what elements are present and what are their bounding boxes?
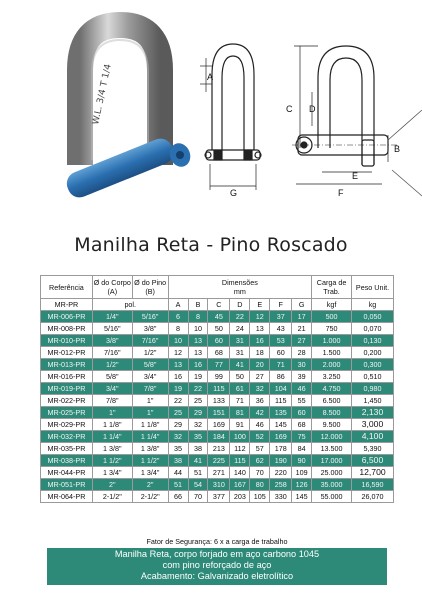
dimension-cell: 104	[270, 383, 292, 395]
table-row	[41, 359, 394, 371]
dimension-cell: 112	[230, 443, 250, 455]
load-cell: 1.000	[312, 335, 352, 347]
weight-cell: 26,070	[352, 491, 394, 503]
dimension-cell: 46	[292, 383, 312, 395]
dimension-cell: 28	[292, 347, 312, 359]
weight-cell: 4,100	[352, 431, 394, 443]
safety-factor-note: Fator de Segurança: 6 x a carga de trabalho	[146, 537, 288, 546]
load-cell: 3.250	[312, 371, 352, 383]
body-diameter-cell: 1 1/2"	[92, 455, 132, 467]
dimension-cell: 115	[230, 455, 250, 467]
ref-cell: MR-019-PR	[41, 383, 93, 395]
table-row	[41, 395, 394, 407]
dimension-cell: 310	[208, 479, 230, 491]
ref-cell: MR-025-PR	[41, 407, 93, 419]
dimension-cell: 271	[208, 467, 230, 479]
weight-cell: 6,500	[352, 455, 394, 467]
body-diameter-cell: 5/16"	[92, 323, 132, 335]
subheader-letter: G	[292, 299, 312, 311]
pin-diameter-cell: 1/2"	[132, 347, 168, 359]
dim-label-f: F	[338, 188, 344, 198]
dimension-cell: 220	[270, 467, 292, 479]
body-diameter-cell: 1/4"	[92, 311, 132, 323]
product-drawings	[0, 0, 422, 232]
dimension-cell: 80	[250, 479, 270, 491]
subheader-ref: MR-PR	[41, 299, 93, 311]
ref-cell: MR-008-PR	[41, 323, 93, 335]
dimension-cell: 71	[270, 359, 292, 371]
dimension-cell: 133	[208, 395, 230, 407]
footer-line-3: Acabamento: Galvanizado eletrolítico	[140, 571, 294, 581]
pin-diameter-cell: 5/16"	[132, 311, 168, 323]
dimension-cell: 12	[250, 311, 270, 323]
dimension-cell: 70	[250, 467, 270, 479]
pin-diameter-cell: 1 1/8"	[132, 419, 168, 431]
weight-cell: 0,510	[352, 371, 394, 383]
pin-diameter-cell: 3/8"	[132, 323, 168, 335]
front-view-drawing	[200, 44, 261, 190]
weight-cell: 16,590	[352, 479, 394, 491]
pin-diameter-cell: 5/8"	[132, 359, 168, 371]
dimension-cell: 55	[292, 395, 312, 407]
ref-cell: MR-044-PR	[41, 467, 93, 479]
dimension-cell: 213	[208, 443, 230, 455]
ref-cell: MR-032-PR	[41, 431, 93, 443]
pin-diameter-cell: 7/16"	[132, 335, 168, 347]
dimension-cell: 20	[250, 359, 270, 371]
table-row	[41, 335, 394, 347]
dimension-cell: 35	[188, 431, 208, 443]
ref-cell: MR-038-PR	[41, 455, 93, 467]
body-diameter-cell: 7/16"	[92, 347, 132, 359]
pin-diameter-cell: 7/8"	[132, 383, 168, 395]
dimension-cell: 57	[250, 443, 270, 455]
body-diameter-cell: 1/2"	[92, 359, 132, 371]
dimension-cell: 54	[188, 479, 208, 491]
body-diameter-cell: 1 1/4"	[92, 431, 132, 443]
ref-cell: MR-029-PR	[41, 419, 93, 431]
dimension-cell: 42	[250, 407, 270, 419]
dimension-cell: 53	[270, 335, 292, 347]
dimension-cell: 377	[208, 491, 230, 503]
dimension-cell: 51	[188, 467, 208, 479]
dimension-cell: 145	[292, 491, 312, 503]
dimension-cell: 29	[188, 407, 208, 419]
dimension-cell: 16	[188, 359, 208, 371]
dimension-cell: 50	[230, 371, 250, 383]
col-header-load: Carga de Trab.	[312, 276, 352, 299]
dim-label-e: E	[352, 171, 359, 181]
pin-diameter-cell: 1"	[132, 407, 168, 419]
dimension-cell: 45	[208, 311, 230, 323]
dimension-cell: 109	[292, 467, 312, 479]
dimension-cell: 75	[292, 431, 312, 443]
dimension-cell: 60	[270, 347, 292, 359]
pin-diameter-cell: 2-1/2"	[132, 491, 168, 503]
load-cell: 6.500	[312, 395, 352, 407]
dimension-cell: 60	[292, 407, 312, 419]
dimension-cell: 8	[168, 323, 188, 335]
dimension-cell: 52	[250, 431, 270, 443]
dimension-cell: 13	[188, 335, 208, 347]
table-row	[41, 383, 394, 395]
load-cell: 25.000	[312, 467, 352, 479]
pin-diameter-cell: 1 3/4"	[132, 467, 168, 479]
dimension-cell: 86	[270, 371, 292, 383]
dimension-cell: 17	[292, 311, 312, 323]
table-row	[41, 311, 394, 323]
dimension-cell: 140	[230, 467, 250, 479]
footer-line-1: Manilha Reta, corpo forjado em aço carbono 1045	[114, 549, 320, 559]
pin-diameter-cell: 3/4"	[132, 371, 168, 383]
ref-cell: MR-012-PR	[41, 347, 93, 359]
col-header-weight: Peso Unit.	[352, 276, 394, 299]
dimension-cell: 18	[250, 347, 270, 359]
dimension-cell: 50	[208, 323, 230, 335]
dimension-cell: 21	[292, 323, 312, 335]
side-view-drawing	[292, 46, 401, 184]
dimension-cell: 31	[230, 335, 250, 347]
dimension-cell: 225	[208, 455, 230, 467]
dimension-cell: 19	[168, 383, 188, 395]
load-cell: 750	[312, 323, 352, 335]
weight-cell: 0,050	[352, 311, 394, 323]
ref-cell: MR-022-PR	[41, 395, 93, 407]
weight-cell: 12,700	[352, 467, 394, 479]
load-cell: 55.000	[312, 491, 352, 503]
body-diameter-cell: 1 1/8"	[92, 419, 132, 431]
load-cell: 13.500	[312, 443, 352, 455]
dimension-cell: 32	[250, 383, 270, 395]
dimension-cell: 99	[208, 371, 230, 383]
dimension-cell: 91	[230, 419, 250, 431]
load-cell: 2.000	[312, 359, 352, 371]
dimension-cell: 16	[168, 371, 188, 383]
pin-diameter-cell: 1 3/8"	[132, 443, 168, 455]
dimension-cell: 51	[168, 479, 188, 491]
body-diameter-cell: 2-1/2"	[92, 491, 132, 503]
dimension-cell: 29	[168, 419, 188, 431]
body-diameter-cell: 3/4"	[92, 383, 132, 395]
dimension-cell: 167	[230, 479, 250, 491]
body-diameter-cell: 1 3/4"	[92, 467, 132, 479]
footer-line-2: com pino reforçado de aço	[162, 560, 272, 570]
dimension-cell: 44	[168, 467, 188, 479]
weight-cell: 0,070	[352, 323, 394, 335]
dimension-cell: 13	[188, 347, 208, 359]
dimension-cell: 19	[188, 371, 208, 383]
weight-cell: 3,000	[352, 419, 394, 431]
ref-cell: MR-006-PR	[41, 311, 93, 323]
table-row	[41, 431, 394, 443]
dimension-cell: 70	[188, 491, 208, 503]
load-cell: 4.750	[312, 383, 352, 395]
table-row	[41, 467, 394, 479]
dimension-cell: 115	[270, 395, 292, 407]
col-header-dimensions	[168, 276, 312, 299]
load-cell: 1.500	[312, 347, 352, 359]
dimension-cell: 25	[188, 395, 208, 407]
weight-cell: 5,390	[352, 443, 394, 455]
dimension-cell: 151	[208, 407, 230, 419]
table-row	[41, 455, 394, 467]
load-cell: 17.000	[312, 455, 352, 467]
subheader-letter: D	[230, 299, 250, 311]
col-header-body-diameter: Ø do Corpo (A)	[92, 276, 132, 299]
dimension-cell: 24	[230, 323, 250, 335]
dimension-cell: 38	[168, 455, 188, 467]
footer-description	[47, 548, 387, 585]
weight-cell: 0,200	[352, 347, 394, 359]
dimensions-label: Dimensões	[221, 278, 258, 287]
dimension-cell: 22	[230, 311, 250, 323]
body-diameter-cell: 1 3/8"	[92, 443, 132, 455]
table-row	[41, 371, 394, 383]
dim-label-d: D	[309, 104, 316, 114]
col-header-reference: Referência	[41, 276, 93, 299]
weight-cell: 1,450	[352, 395, 394, 407]
load-cell: 35.000	[312, 479, 352, 491]
dimension-cell: 105	[250, 491, 270, 503]
body-diameter-cell: 1"	[92, 407, 132, 419]
dimension-cell: 190	[270, 455, 292, 467]
dimension-cell: 35	[168, 443, 188, 455]
dimension-cell: 126	[292, 479, 312, 491]
dim-label-a: A	[207, 72, 214, 82]
dimension-cell: 258	[270, 479, 292, 491]
dimension-cell: 8	[188, 311, 208, 323]
dimension-cell: 31	[230, 347, 250, 359]
ref-cell: MR-051-PR	[41, 479, 93, 491]
dim-label-c: C	[286, 104, 293, 114]
dimension-cell: 81	[230, 407, 250, 419]
body-diameter-cell: 3/8"	[92, 335, 132, 347]
dimension-cell: 32	[168, 431, 188, 443]
dimensions-unit: mm	[233, 287, 246, 296]
dimension-cell: 169	[208, 419, 230, 431]
table-row	[41, 479, 394, 491]
page-title: Manilha Reta - Pino Roscado	[74, 234, 348, 256]
dimension-cell: 13	[168, 359, 188, 371]
dimension-cell: 135	[270, 407, 292, 419]
ref-cell: MR-035-PR	[41, 443, 93, 455]
dimension-cell: 46	[250, 419, 270, 431]
table-row	[41, 323, 394, 335]
dimension-cell: 41	[230, 359, 250, 371]
ref-cell: MR-010-PR	[41, 335, 93, 347]
dimension-cell: 22	[168, 395, 188, 407]
dimension-cell: 100	[230, 431, 250, 443]
dimension-cell: 66	[168, 491, 188, 503]
dimension-cell: 184	[208, 431, 230, 443]
dimension-cell: 22	[188, 383, 208, 395]
dimension-cell: 13	[250, 323, 270, 335]
dimension-cell: 37	[270, 311, 292, 323]
dimension-cell: 71	[230, 395, 250, 407]
shackle-photo	[63, 25, 194, 201]
dimension-cell: 6	[168, 311, 188, 323]
dimension-cell: 90	[292, 455, 312, 467]
ref-cell: MR-016-PR	[41, 371, 93, 383]
dimension-cell: 16	[250, 335, 270, 347]
subheader-kgf: kgf	[312, 299, 352, 311]
load-cell: 9.500	[312, 419, 352, 431]
dimension-cell: 27	[250, 371, 270, 383]
table-row	[41, 419, 394, 431]
dimension-cell: 10	[188, 323, 208, 335]
dimension-cell: 62	[250, 455, 270, 467]
dimension-cell: 178	[270, 443, 292, 455]
weight-cell: 0,130	[352, 335, 394, 347]
pin-diameter-cell: 1"	[132, 395, 168, 407]
ref-cell: MR-013-PR	[41, 359, 93, 371]
dimension-cell: 68	[208, 347, 230, 359]
weight-cell: 2,130	[352, 407, 394, 419]
table-row	[41, 491, 394, 503]
dimension-cell: 60	[208, 335, 230, 347]
pin-diameter-cell: 1 1/4"	[132, 431, 168, 443]
dimension-cell: 30	[292, 359, 312, 371]
spec-table	[40, 275, 394, 503]
dimension-cell: 84	[292, 443, 312, 455]
subheader-pol: pol.	[92, 299, 168, 311]
subheader-letter: A	[168, 299, 188, 311]
dimension-cell: 12	[168, 347, 188, 359]
dim-label-g: G	[230, 188, 238, 198]
dimension-cell: 41	[188, 455, 208, 467]
dimension-cell: 39	[292, 371, 312, 383]
ref-cell: MR-064-PR	[41, 491, 93, 503]
subheader-kg: kg	[352, 299, 394, 311]
weight-cell: 0,980	[352, 383, 394, 395]
dimension-cell: 145	[270, 419, 292, 431]
dimension-cell: 169	[270, 431, 292, 443]
dimension-cell: 32	[188, 419, 208, 431]
subheader-letter: C	[208, 299, 230, 311]
dimension-cell: 115	[208, 383, 230, 395]
dimension-cell: 36	[250, 395, 270, 407]
dim-label-b: B	[394, 144, 401, 154]
dimension-cell: 203	[230, 491, 250, 503]
dimension-cell: 330	[270, 491, 292, 503]
subheader-letter: B	[188, 299, 208, 311]
svg-text:W.L. 3/4 T 1/4: W.L. 3/4 T 1/4	[91, 63, 114, 126]
load-cell: 12.000	[312, 431, 352, 443]
body-diameter-cell: 5/8"	[92, 371, 132, 383]
load-cell: 8.500	[312, 407, 352, 419]
table-row	[41, 347, 394, 359]
body-diameter-cell: 2"	[92, 479, 132, 491]
dimension-cell: 27	[292, 335, 312, 347]
table-row	[41, 443, 394, 455]
load-cell: 500	[312, 311, 352, 323]
dimension-cell: 68	[292, 419, 312, 431]
dimension-cell: 38	[188, 443, 208, 455]
pin-diameter-cell: 1 1/2"	[132, 455, 168, 467]
subheader-letter: F	[270, 299, 292, 311]
table-row	[41, 407, 394, 419]
dimension-cell: 10	[168, 335, 188, 347]
subheader-letter: E	[250, 299, 270, 311]
weight-cell: 0,300	[352, 359, 394, 371]
dimension-cell: 77	[208, 359, 230, 371]
pin-diameter-cell: 2"	[132, 479, 168, 491]
dimension-cell: 43	[270, 323, 292, 335]
body-diameter-cell: 7/8"	[92, 395, 132, 407]
col-header-pin-diameter: Ø do Pino (B)	[132, 276, 168, 299]
dimension-cell: 25	[168, 407, 188, 419]
dimension-cell: 61	[230, 383, 250, 395]
